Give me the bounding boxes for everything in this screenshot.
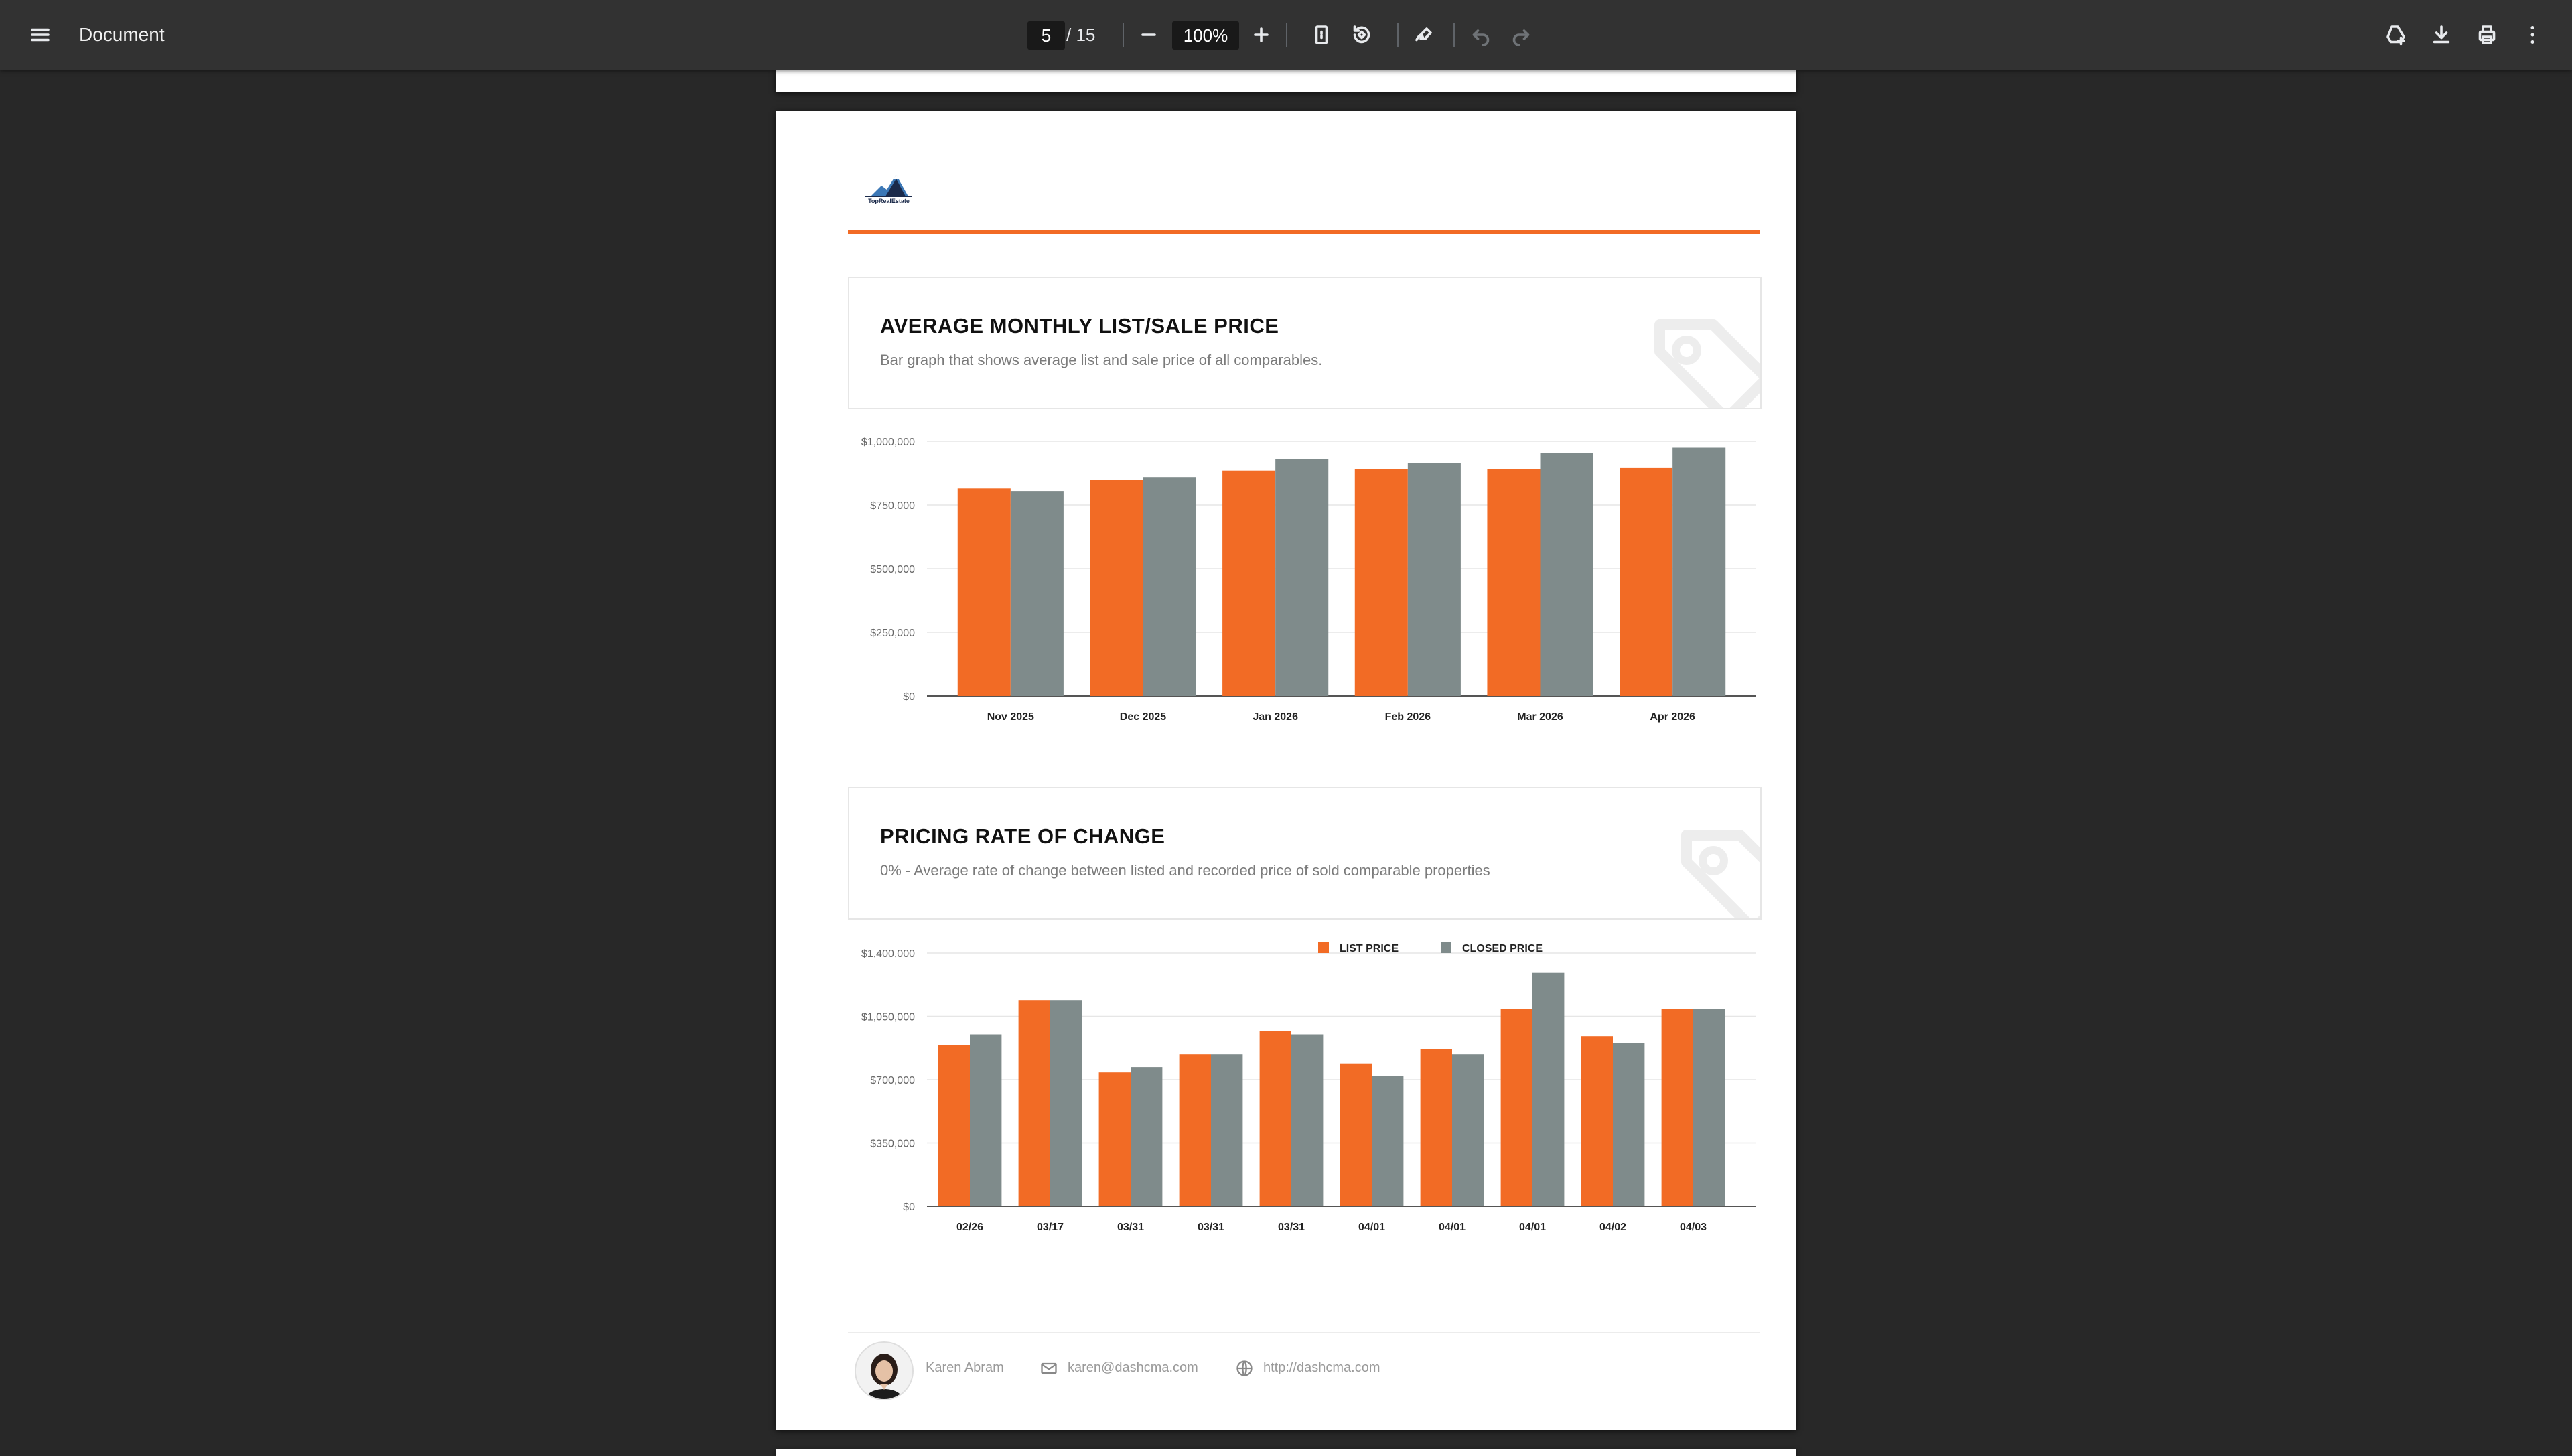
envelope-icon bbox=[1040, 1359, 1058, 1378]
page-number-input[interactable] bbox=[1027, 21, 1065, 50]
page-total: / 15 bbox=[1066, 25, 1096, 45]
bar bbox=[1613, 1043, 1644, 1206]
toolbar-divider bbox=[1397, 23, 1399, 47]
footer-rule bbox=[848, 1332, 1760, 1333]
toolbar-divider bbox=[1286, 23, 1287, 47]
chart-avg-monthly-price-svg bbox=[848, 428, 1760, 723]
legend-label: CLOSED PRICE bbox=[1462, 943, 1543, 954]
bar bbox=[1340, 1064, 1372, 1206]
document-page bbox=[776, 111, 1796, 1430]
bar bbox=[1050, 1000, 1082, 1206]
y-tick-label: $350,000 bbox=[870, 1138, 915, 1150]
y-tick-label: $0 bbox=[903, 691, 915, 703]
x-tick-label: Apr 2026 bbox=[1650, 711, 1695, 723]
zoom-out-icon[interactable] bbox=[1132, 18, 1165, 52]
bar bbox=[1180, 1054, 1211, 1206]
y-tick-label: $250,000 bbox=[870, 628, 915, 639]
bar bbox=[1275, 459, 1328, 696]
legend-swatch bbox=[1318, 942, 1329, 953]
x-tick-label: 04/01 bbox=[1438, 1222, 1466, 1233]
bar bbox=[1372, 1076, 1403, 1206]
agent-name: Karen Abram bbox=[926, 1360, 1004, 1375]
bar bbox=[1672, 448, 1725, 697]
x-tick-label: 03/31 bbox=[1197, 1222, 1225, 1233]
bar bbox=[1011, 491, 1064, 696]
bar bbox=[1532, 973, 1564, 1206]
annotate-pen-icon[interactable] bbox=[1408, 18, 1441, 52]
add-to-drive-icon[interactable] bbox=[2379, 18, 2413, 52]
rotate-icon[interactable] bbox=[1345, 18, 1378, 52]
x-tick-label: 04/01 bbox=[1518, 1222, 1547, 1233]
y-tick-label: $700,000 bbox=[870, 1075, 915, 1086]
x-tick-label: 04/01 bbox=[1358, 1222, 1386, 1233]
print-icon[interactable] bbox=[2470, 18, 2504, 52]
section-description: Bar graph that shows average list and sale price of all comparables. bbox=[880, 352, 1323, 368]
zoom-input[interactable] bbox=[1172, 21, 1239, 50]
price-tag-icon bbox=[1640, 305, 1762, 409]
y-tick-label: $1,400,000 bbox=[861, 948, 915, 960]
bar bbox=[1541, 453, 1593, 696]
y-tick-label: $0 bbox=[903, 1202, 915, 1213]
y-tick-label: $750,000 bbox=[870, 500, 915, 512]
more-options-icon[interactable] bbox=[2516, 18, 2549, 52]
redo-icon[interactable] bbox=[1504, 18, 1538, 52]
undo-icon[interactable] bbox=[1464, 18, 1498, 52]
bar bbox=[1090, 480, 1143, 696]
x-tick-label: Jan 2026 bbox=[1253, 711, 1298, 723]
zoom-in-icon[interactable] bbox=[1244, 18, 1278, 52]
bar bbox=[1693, 1009, 1725, 1206]
y-tick-label: $500,000 bbox=[870, 564, 915, 575]
bar bbox=[958, 488, 1011, 696]
agent-website[interactable]: http://dashcma.com bbox=[1263, 1360, 1380, 1375]
next-page-edge bbox=[776, 1449, 1796, 1456]
section-title: PRICING RATE OF CHANGE bbox=[880, 824, 1165, 848]
x-tick-label: 03/31 bbox=[1117, 1222, 1145, 1233]
bar bbox=[1355, 469, 1408, 696]
toolbar-divider bbox=[1453, 23, 1455, 47]
x-tick-label: Dec 2025 bbox=[1119, 711, 1167, 723]
section-description: 0% - Average rate of change between listed and recorded price of sold comparable properties bbox=[880, 862, 1490, 879]
bar bbox=[1421, 1049, 1452, 1206]
previous-page-edge bbox=[776, 70, 1796, 92]
bar bbox=[970, 1035, 1001, 1207]
legend-label: LIST PRICE bbox=[1340, 943, 1399, 954]
y-tick-label: $1,000,000 bbox=[861, 437, 915, 448]
x-tick-label: 04/02 bbox=[1599, 1222, 1627, 1233]
legend-swatch bbox=[1441, 942, 1451, 953]
chart-pricing-rate bbox=[848, 938, 1760, 1263]
logo-text: TopRealEstate bbox=[868, 198, 910, 204]
bar bbox=[1662, 1009, 1693, 1206]
bar bbox=[1211, 1054, 1242, 1206]
document-title: Document bbox=[79, 24, 165, 45]
section-card-avg-price bbox=[848, 277, 1762, 409]
bar bbox=[1452, 1054, 1484, 1206]
bar bbox=[1260, 1031, 1291, 1206]
bar bbox=[938, 1045, 970, 1206]
bar bbox=[1291, 1035, 1323, 1207]
x-tick-label: 04/03 bbox=[1679, 1222, 1707, 1233]
section-card-rate-of-change bbox=[848, 787, 1762, 920]
fit-page-icon[interactable] bbox=[1305, 18, 1338, 52]
x-tick-label: 03/31 bbox=[1277, 1222, 1305, 1233]
toolbar-divider bbox=[1123, 23, 1124, 47]
bar bbox=[1501, 1009, 1532, 1206]
bar bbox=[1131, 1067, 1162, 1206]
bar bbox=[1222, 471, 1275, 696]
section-title: AVERAGE MONTHLY LIST/SALE PRICE bbox=[880, 314, 1279, 338]
price-tag-icon bbox=[1666, 815, 1762, 920]
bar bbox=[1487, 469, 1540, 696]
x-tick-label: 02/26 bbox=[956, 1222, 984, 1233]
bar bbox=[1620, 468, 1672, 696]
chart-avg-monthly-price bbox=[848, 428, 1760, 726]
globe-icon bbox=[1235, 1359, 1254, 1378]
download-icon[interactable] bbox=[2425, 18, 2458, 52]
hamburger-menu-icon[interactable] bbox=[23, 18, 57, 52]
header-rule bbox=[848, 230, 1760, 234]
chart-pricing-rate-svg bbox=[848, 938, 1760, 1260]
company-logo bbox=[859, 168, 919, 208]
agent-email[interactable]: karen@dashcma.com bbox=[1068, 1360, 1198, 1375]
x-tick-label: Nov 2025 bbox=[987, 711, 1034, 723]
x-tick-label: Feb 2026 bbox=[1384, 711, 1431, 723]
bar bbox=[1019, 1000, 1050, 1206]
bar bbox=[1408, 463, 1461, 696]
pdf-toolbar bbox=[0, 0, 2572, 70]
x-tick-label: 03/17 bbox=[1036, 1222, 1064, 1233]
bar bbox=[1581, 1036, 1613, 1206]
bar bbox=[1143, 477, 1196, 696]
y-tick-label: $1,050,000 bbox=[861, 1011, 915, 1023]
agent-avatar bbox=[855, 1341, 914, 1400]
x-tick-label: Mar 2026 bbox=[1517, 711, 1563, 723]
bar bbox=[1099, 1072, 1131, 1206]
